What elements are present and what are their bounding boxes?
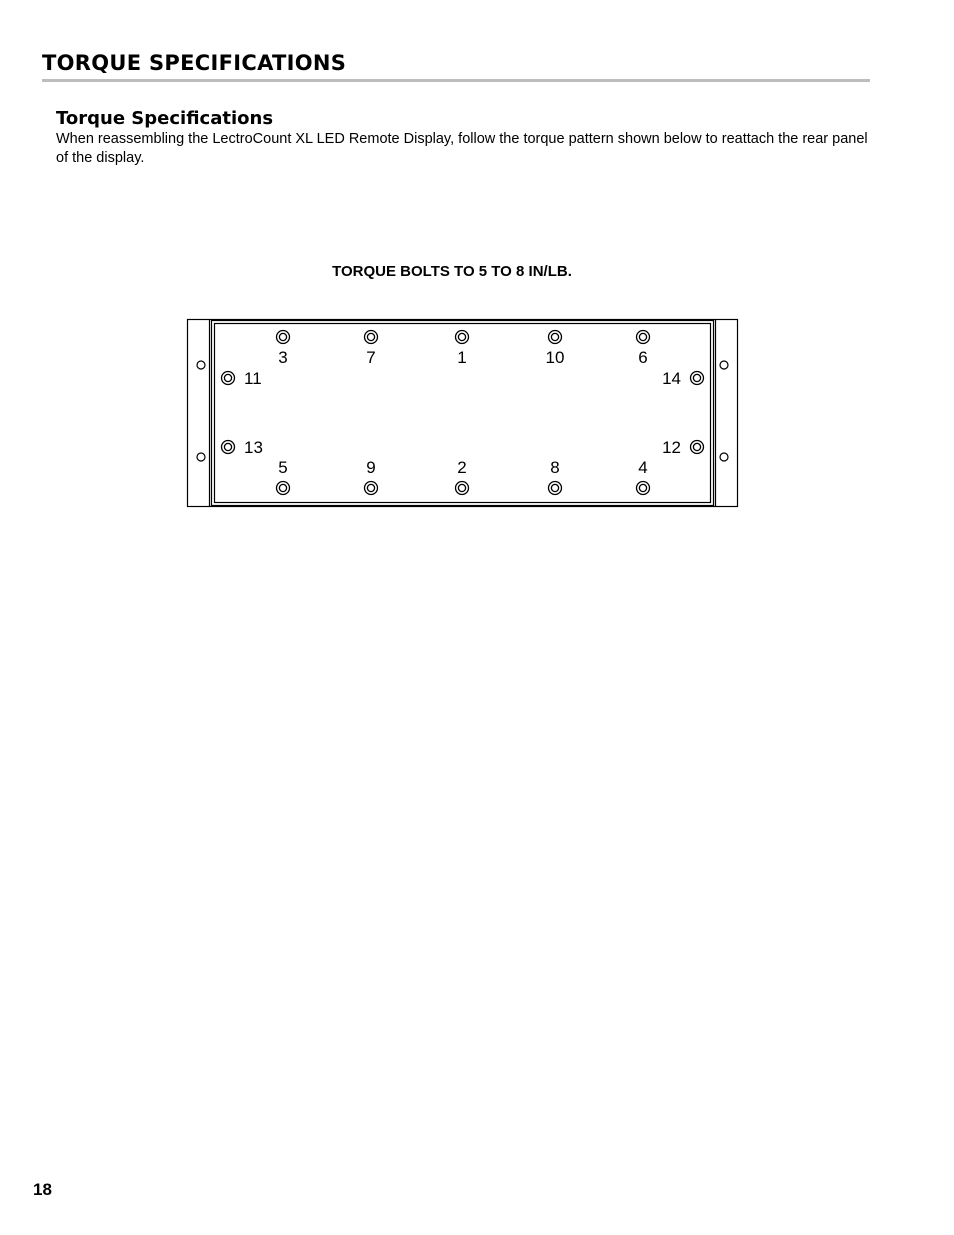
bolt-label: 14: [662, 369, 681, 388]
mounting-hole: [720, 453, 728, 461]
bolt-bottom-3: [456, 458, 469, 495]
diagram-caption: TORQUE BOLTS TO 5 TO 8 IN/LB.: [332, 263, 572, 280]
bolt-top-3: [456, 331, 469, 368]
bolt-label: 5: [278, 458, 288, 477]
bolt-top-2: [365, 331, 378, 368]
bolt-label: 2: [457, 458, 467, 477]
bolt-label: 6: [638, 348, 648, 367]
bolt-label: 7: [366, 348, 376, 367]
torque-pattern-diagram: [186, 318, 739, 509]
bolt-label: 8: [550, 458, 560, 477]
bolt-label: 10: [545, 348, 565, 367]
bolt-bottom-4: [549, 458, 562, 495]
bolt-label: 4: [638, 458, 648, 477]
section-title: TORQUE SPECIFICATIONS: [42, 51, 347, 75]
page-number: 18: [33, 1180, 52, 1199]
mounting-hole: [720, 361, 728, 369]
subheading: Torque Specifications: [56, 108, 274, 129]
bolt-bottom-2: [365, 458, 378, 495]
bolt-bottom-5: [637, 458, 650, 495]
bolt-top-5: [637, 331, 650, 368]
bolt-label: 12: [662, 438, 681, 457]
bolt-label: 3: [278, 348, 288, 367]
title-rule: [42, 79, 870, 82]
bolt-label: 1: [457, 348, 467, 367]
bolt-bottom-1: [277, 458, 290, 495]
bolt-top-1: [277, 331, 290, 368]
bolt-label: 13: [244, 438, 263, 457]
bolt-top-4: [546, 331, 565, 368]
mounting-hole: [197, 361, 205, 369]
bolt-label: 11: [244, 369, 262, 388]
instruction-paragraph: When reassembling the LectroCount XL LED Remote Display, follow the torque pattern shown below to reattach the rear panel of the display.: [56, 131, 868, 166]
bolt-label: 9: [366, 458, 376, 477]
mounting-hole: [197, 453, 205, 461]
